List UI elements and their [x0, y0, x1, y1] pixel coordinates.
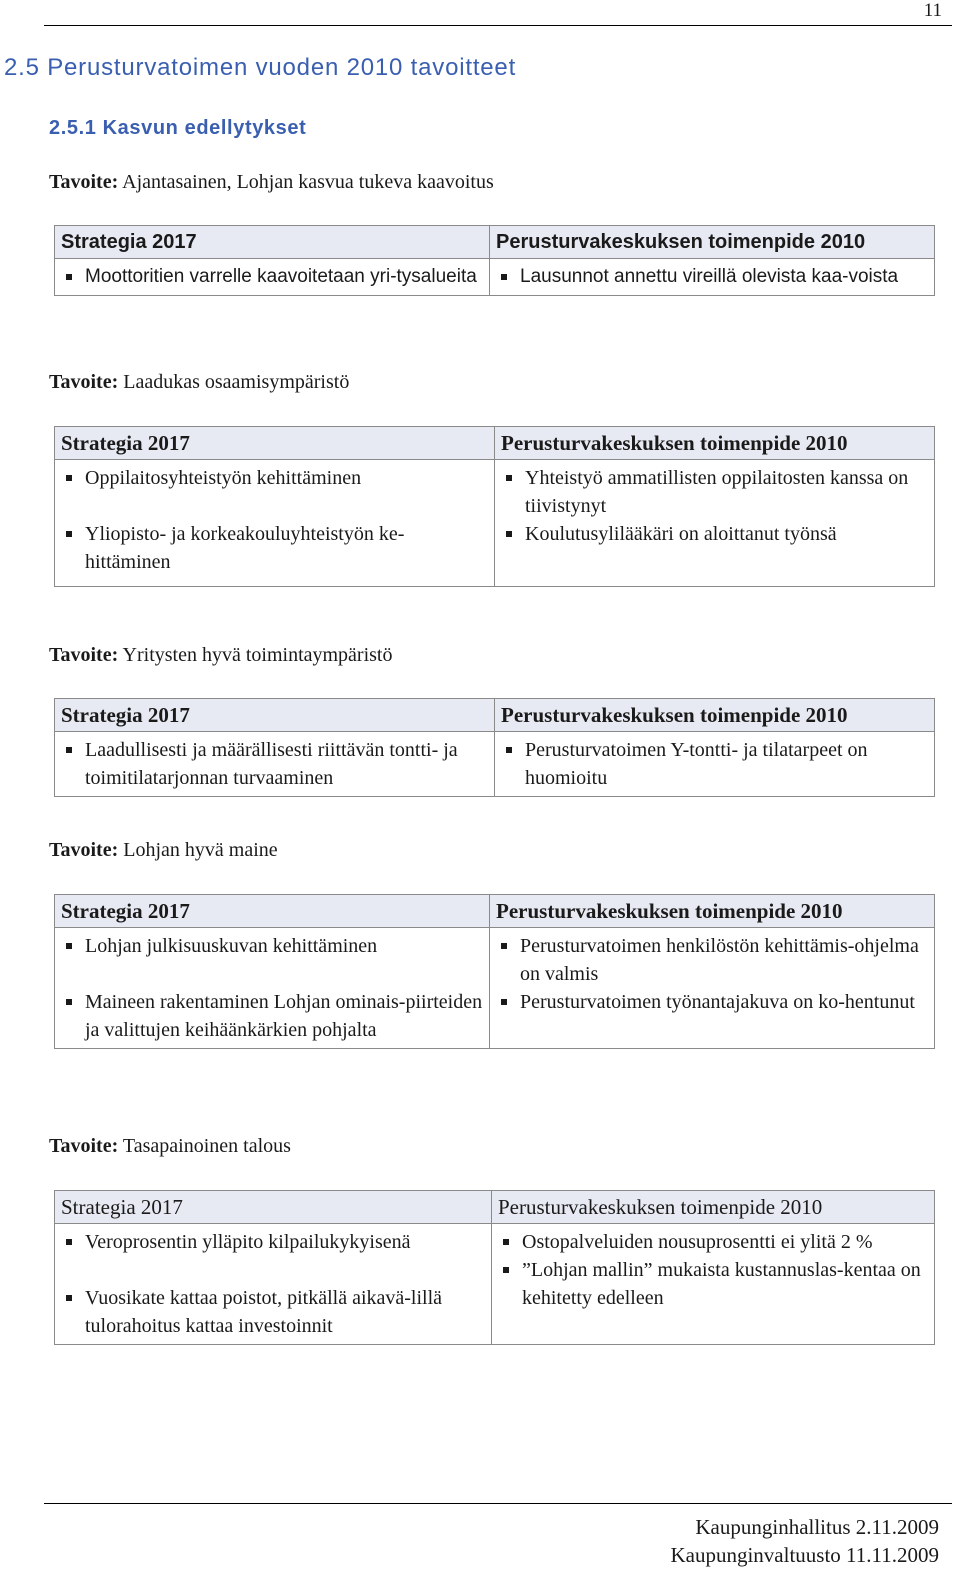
actions-cell	[490, 259, 935, 296]
header-rule	[44, 25, 952, 26]
strategy-item: Veroprosentin ylläpito kilpailukykyisenä	[63, 1228, 485, 1256]
strategy-table-1	[54, 225, 935, 296]
action-item: Koulutusylilääkäri on aloittanut työnsä	[503, 520, 928, 548]
strategy-cell	[55, 460, 495, 587]
column-header-actions: Perusturvakeskuksen toimenpide 2010	[495, 699, 935, 732]
strategy-table-2	[54, 426, 935, 587]
goal-text: Tasapainoinen talous	[122, 1135, 291, 1157]
column-header-actions: Perusturvakeskuksen toimenpide 2010	[490, 895, 935, 928]
goal-text: Lohjan hyvä maine	[123, 839, 278, 861]
actions-cell	[492, 1224, 935, 1345]
footer-line-board: Kaupunginhallitus 2.11.2009	[695, 1515, 939, 1539]
action-item: Yhteistyö ammatillisten oppilaitosten kanssa on tiivistynyt	[503, 464, 928, 520]
column-header-strategy: Strategia 2017	[55, 895, 490, 928]
footer-rule	[44, 1503, 952, 1504]
strategy-item: Oppilaitosyhteistyön kehittäminen	[63, 464, 488, 492]
strategy-item: Lohjan julkisuuskuvan kehittäminen	[63, 932, 483, 960]
column-header-actions: Perusturvakeskuksen toimenpide 2010	[495, 427, 935, 460]
strategy-item: Moottoritien varrelle kaavoitetaan yri-tysalueita	[63, 263, 483, 291]
strategy-table-4	[54, 894, 935, 1049]
strategy-table-3	[54, 698, 935, 797]
actions-cell	[495, 460, 935, 587]
strategy-table-5	[54, 1190, 935, 1345]
goal-line-2	[49, 371, 349, 394]
goal-text: Laadukas osaamisympäristö	[123, 371, 350, 393]
goal-label: Tavoite:	[49, 644, 119, 666]
section-heading: 2.5 Perusturvatoimen vuoden 2010 tavoitteet	[4, 54, 517, 81]
goal-line-1	[49, 171, 494, 194]
goal-label: Tavoite:	[49, 371, 119, 393]
action-item: ”Lohjan mallin” mukaista kustannuslas-kentaa on kehitetty edelleen	[500, 1256, 928, 1312]
strategy-cell	[55, 928, 490, 1049]
actions-cell	[490, 928, 935, 1049]
action-item: Ostopalveluiden nousuprosentti ei ylitä 2 %	[500, 1228, 928, 1256]
strategy-cell	[55, 732, 495, 797]
page-number: 11	[923, 0, 942, 21]
strategy-item: Maineen rakentaminen Lohjan ominais-piirteiden ja valittujen keihäänkärkien pohjalta	[63, 988, 483, 1044]
action-item: Lausunnot annettu vireillä olevista kaa-voista	[498, 263, 928, 291]
column-header-strategy: Strategia 2017	[55, 699, 495, 732]
subsection-heading: 2.5.1 Kasvun edellytykset	[49, 117, 307, 139]
goal-line-4	[49, 839, 278, 862]
strategy-item: Yliopisto- ja korkeakouluyhteistyön ke-hittäminen	[63, 520, 488, 576]
action-item: Perusturvatoimen Y-tontti- ja tilatarpeet on huomioitu	[503, 736, 928, 792]
goal-line-3	[49, 644, 393, 667]
column-header-strategy: Strategia 2017	[55, 427, 495, 460]
action-item: Perusturvatoimen henkilöstön kehittämis-ohjelma on valmis	[498, 932, 928, 988]
action-item: Perusturvatoimen työnantajakuva on ko-hentunut	[498, 988, 928, 1016]
goal-line-5	[49, 1135, 291, 1158]
strategy-item: Laadullisesti ja määrällisesti riittävän tontti- ja toimitilatarjonnan turvaaminen	[63, 736, 488, 792]
strategy-cell	[55, 259, 490, 296]
goal-text: Yritysten hyvä toimintaympäristö	[122, 644, 393, 666]
footer-line-council: Kaupunginvaltuusto 11.11.2009	[670, 1543, 939, 1567]
goal-text: Ajantasainen, Lohjan kasvua tukeva kaavoitus	[122, 171, 494, 193]
goal-label: Tavoite:	[49, 839, 119, 861]
column-header-actions: Perusturvakeskuksen toimenpide 2010	[490, 226, 935, 259]
strategy-item: Vuosikate kattaa poistot, pitkällä aikavä-lillä tulorahoitus kattaa investoinnit	[63, 1284, 485, 1340]
actions-cell	[495, 732, 935, 797]
column-header-strategy: Strategia 2017	[55, 226, 490, 259]
strategy-cell	[55, 1224, 492, 1345]
footer	[670, 1513, 939, 1569]
goal-label: Tavoite:	[49, 1135, 119, 1157]
column-header-strategy: Strategia 2017	[55, 1191, 492, 1224]
column-header-actions: Perusturvakeskuksen toimenpide 2010	[492, 1191, 935, 1224]
goal-label: Tavoite:	[49, 171, 119, 193]
